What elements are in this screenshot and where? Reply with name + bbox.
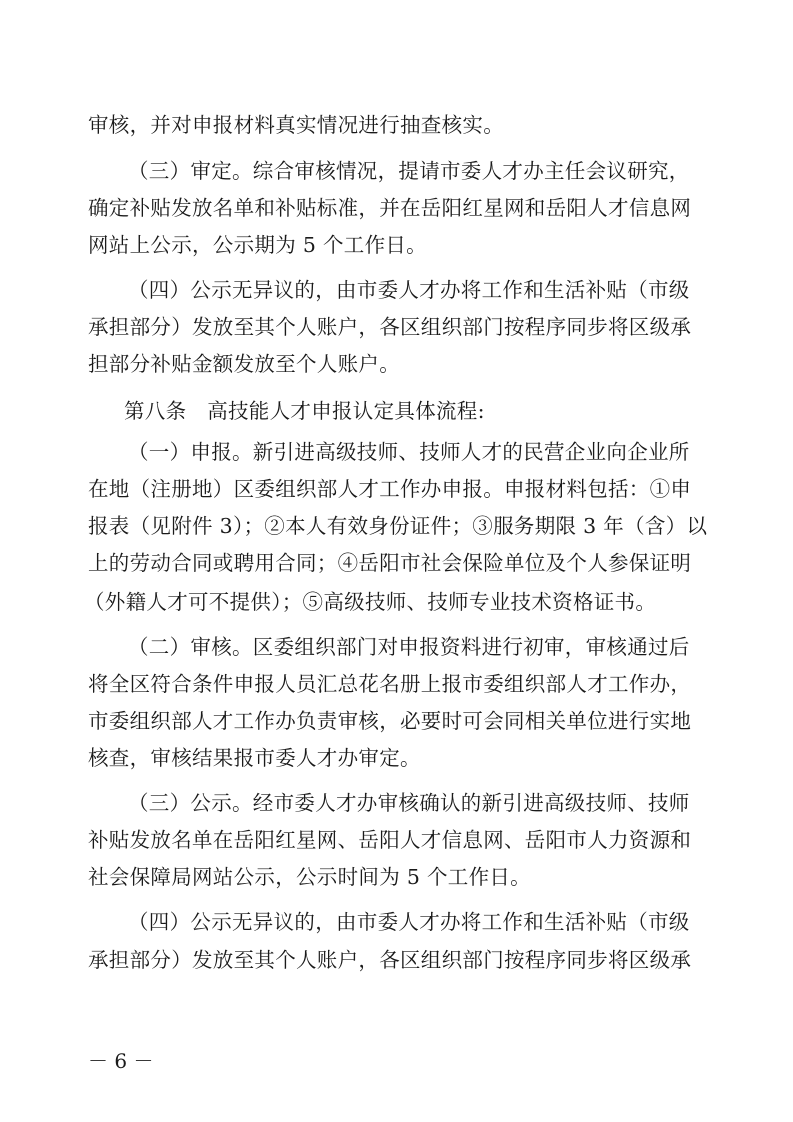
text-line: 将全区符合条件申报人员汇总花名册上报市委组织部人才工作办， — [88, 672, 692, 696]
text-line: 市委组织部人才工作办负责审核，必要时可会同相关单位进行实地 — [88, 709, 692, 733]
text-line: （二）审核。区委组织部门对申报资料进行初审，审核通过后 — [128, 635, 690, 659]
text-line: 担部分补贴金额发放至个人账户。 — [88, 352, 400, 376]
text-line: 在地（注册地）区委组织部人才工作办申报。申报材料包括：①申 — [88, 477, 692, 501]
text-line: （四）公示无异议的，由市委人才办将工作和生活补贴（市级 — [128, 910, 690, 934]
page-number: － 6 － — [88, 1049, 154, 1073]
text-line: 网站上公示，公示期为 5 个工作日。 — [88, 233, 427, 257]
text-line: 报表（见附件 3）；②本人有效身份证件；③服务期限 3 年（含）以 — [88, 514, 708, 538]
text-line: （外籍人才可不提供）；⑤高级技师、技师专业技术资格证书。 — [84, 590, 657, 614]
article-heading: 第八条 高技能人才申报认定具体流程: — [124, 399, 485, 423]
text-line: 上的劳动合同或聘用合同；④岳阳市社会保险单位及个人参保证明 — [88, 551, 692, 575]
text-line: 承担部分）发放至其个人账户，各区组织部门按程序同步将区级承 — [88, 315, 692, 339]
text-line: 核查，审核结果报市委人才办审定。 — [88, 746, 421, 770]
text-line: （三）公示。经市委人才办审核确认的新引进高级技师、技师 — [128, 791, 690, 815]
text-line: 承担部分）发放至其个人账户，各区组织部门按程序同步将区级承 — [88, 948, 692, 972]
text-line: （四）公示无异议的，由市委人才办将工作和生活补贴（市级 — [128, 278, 690, 302]
text-line: （三）审定。综合审核情况，提请市委人才办主任会议研究， — [128, 159, 690, 183]
text-line: 确定补贴发放名单和补贴标准，并在岳阳红星网和岳阳人才信息网 — [88, 196, 692, 220]
text-line: （一）申报。新引进高级技师、技师人才的民营企业向企业所 — [128, 440, 690, 464]
text-line: 社会保障局网站公示，公示时间为 5 个工作日。 — [88, 865, 531, 889]
text-line: 补贴发放名单在岳阳红星网、岳阳人才信息网、岳阳市人力资源和 — [88, 828, 692, 852]
text-line: 审核，并对申报材料真实情况进行抽查核实。 — [88, 113, 504, 137]
